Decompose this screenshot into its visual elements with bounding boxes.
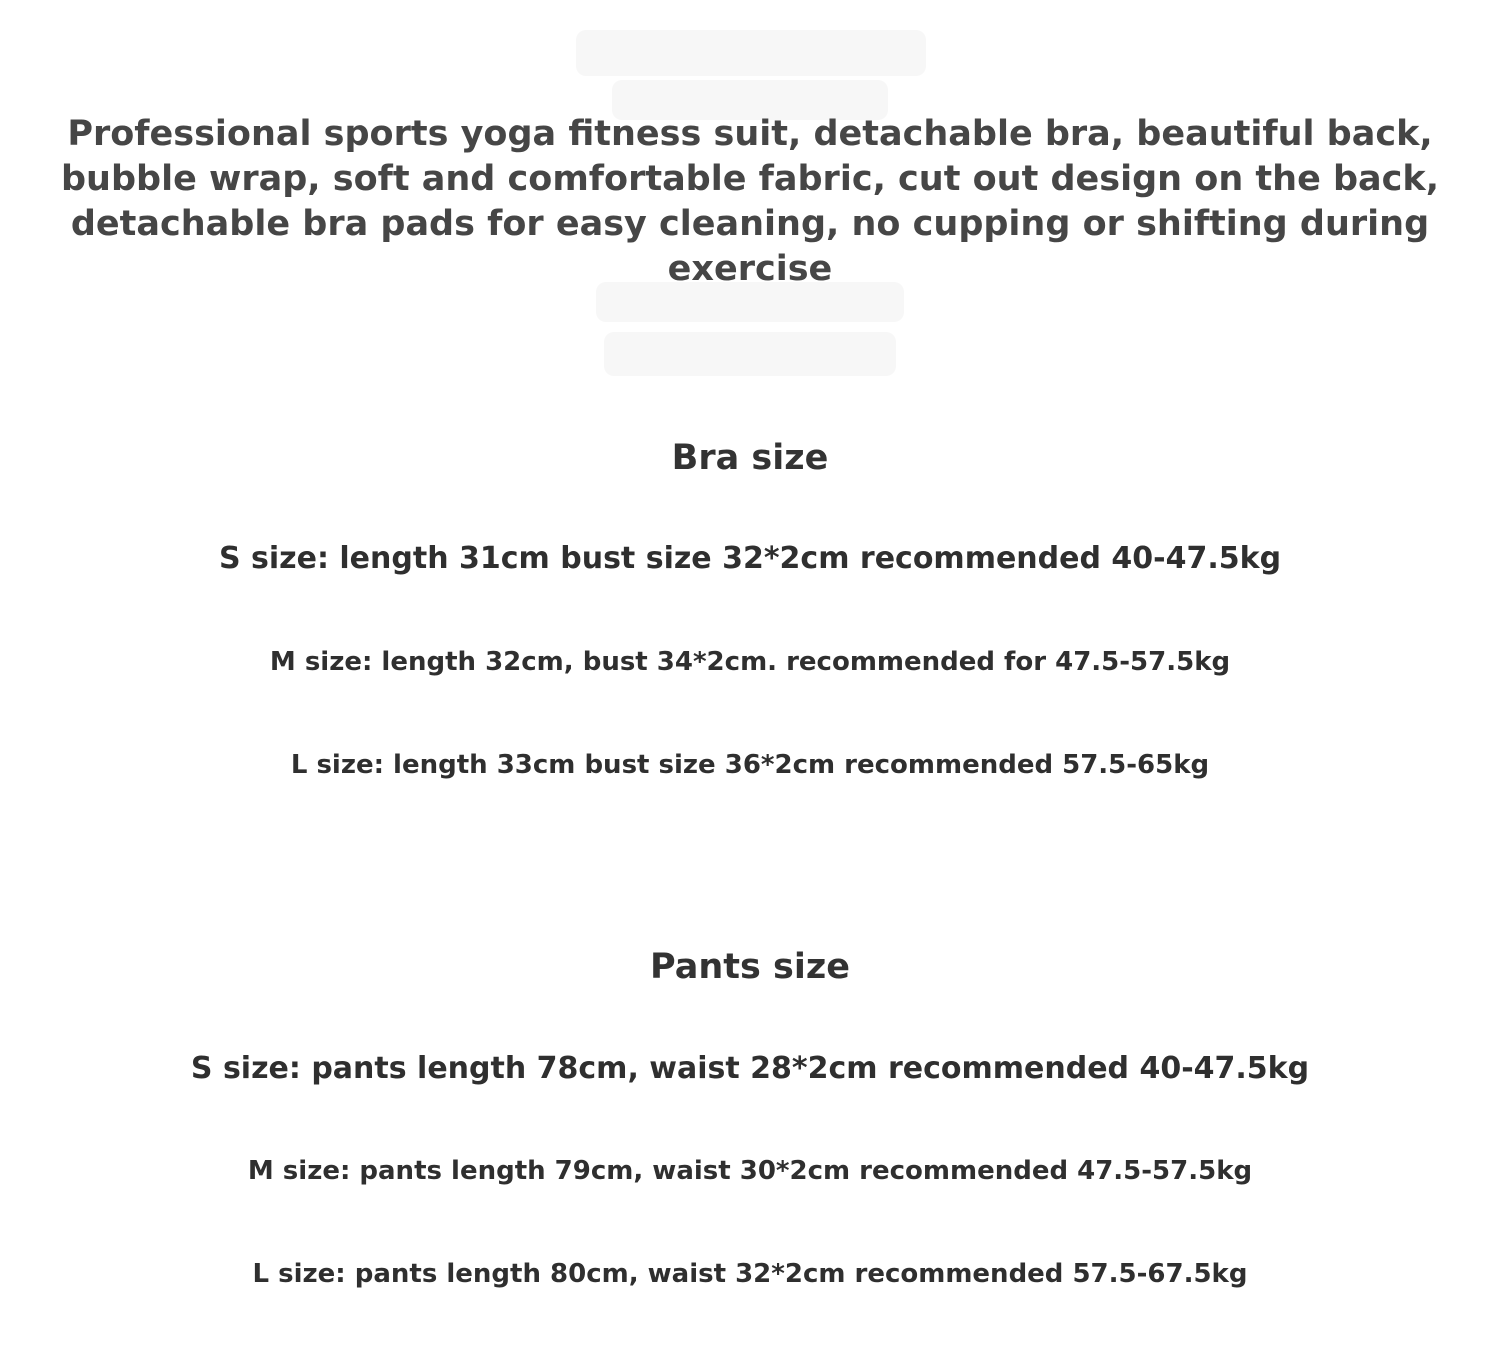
- product-description-title: Professional sports yoga fitness suit, detachable bra, beautiful back, bubble wrap, soft and comfortable fabric, cut out design on the back, detachable bra pads for easy cleaning, no cupping or shifting during exercise: [61, 114, 1439, 289]
- pants-size-heading: Pants size: [650, 947, 850, 987]
- bra-size-l-line: L size: length 33cm bust size 36*2cm recommended 57.5-65kg: [290, 750, 1210, 780]
- bra-size-s-line: S size: length 31cm bust size 32*2cm recommended 40-47.5kg: [218, 541, 1282, 576]
- bra-size-m-line: M size: length 32cm, bust 34*2cm. recommended for 47.5-57.5kg: [269, 647, 1231, 677]
- faint-watermark: [576, 30, 926, 76]
- pants-size-m-line: M size: pants length 79cm, waist 30*2cm recommended 47.5-57.5kg: [247, 1156, 1253, 1186]
- faint-watermark: [604, 332, 896, 376]
- pants-size-l-line: L size: pants length 80cm, waist 32*2cm recommended 57.5-67.5kg: [252, 1259, 1248, 1289]
- bra-size-heading: Bra size: [671, 438, 829, 478]
- pants-size-s-line: S size: pants length 78cm, waist 28*2cm recommended 40-47.5kg: [190, 1051, 1310, 1086]
